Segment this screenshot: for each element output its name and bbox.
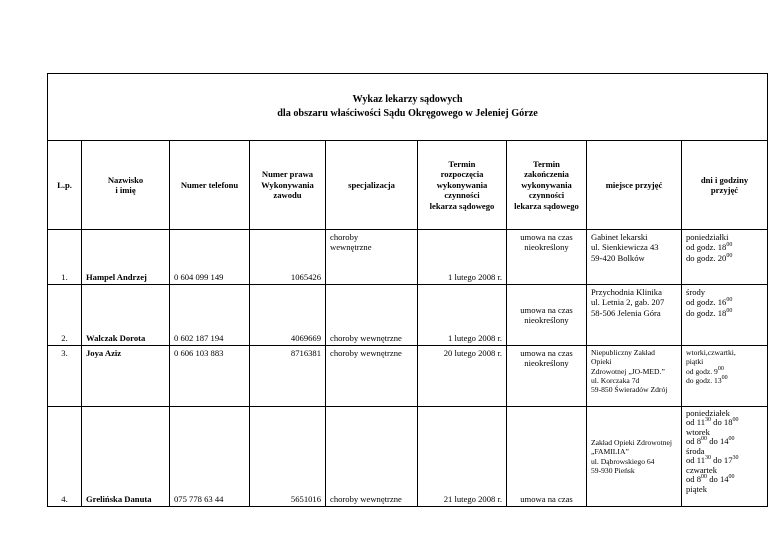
row-phone: 0 606 103 883 — [170, 346, 250, 407]
row-hours: wtorki,czwartki, piątki od godz. $9^{00}$ do godz. $13^{00}$ — [682, 346, 768, 407]
header-hours: dni i godziny przyjęć — [682, 141, 768, 230]
row-hours: środy od godz. $16^{00}$ do godz. $18^{00}$ — [682, 285, 768, 346]
header-place: miejsce przyjęć — [587, 141, 682, 230]
row-start-date: 20 lutego 2008 r. — [418, 346, 507, 407]
table-row — [48, 285, 768, 346]
table-row — [48, 346, 768, 407]
row-license: 4069669 — [250, 285, 326, 346]
row-place: Niepubliczny Zakład Opieki Zdrowotnej „JO-MED.” ul. Korczaka 7d 59-850 Świeradów Zdrój — [587, 346, 682, 407]
header-license: Numer prawa Wykonywania zawodu — [250, 141, 326, 230]
row-end-date: umowa na czas nieokreślony — [507, 346, 587, 407]
header-name: Nazwisko i imię — [82, 141, 170, 230]
header-row — [48, 141, 768, 230]
header-phone: Numer telefonu — [170, 141, 250, 230]
header-specialization: specjalizacja — [326, 141, 418, 230]
table-row — [48, 407, 768, 507]
header-lp: L.p. — [48, 141, 82, 230]
row-lp: 2. — [48, 285, 82, 346]
row-end-date: umowa na czas — [507, 407, 587, 507]
row-specialization: choroby wewnętrzne — [326, 407, 418, 507]
doctors-table — [47, 73, 768, 507]
row-phone: 0 604 099 149 — [170, 230, 250, 285]
row-license: 5651016 — [250, 407, 326, 507]
row-place: Przychodnia Klinika ul. Letnia 2, gab. 207 58-506 Jelenia Góra — [587, 285, 682, 346]
row-lp: 1. — [48, 230, 82, 285]
header-end-date: Termin zakończenia wykonywania czynności lekarza sądowego — [507, 141, 587, 230]
row-name: Joya Aziz — [82, 346, 170, 407]
document-title — [48, 74, 768, 141]
row-phone: 075 778 63 44 — [170, 407, 250, 507]
row-hours: poniedziałki od godz. $18^{00}$ do godz. $20^{00}$ — [682, 230, 768, 285]
row-name: Walczak Dorota — [82, 285, 170, 346]
row-start-date: 21 lutego 2008 r. — [418, 407, 507, 507]
row-place: Gabinet lekarski ul. Sienkiewicza 43 59-420 Bolków — [587, 230, 682, 285]
row-lp: 3. — [48, 346, 82, 407]
row-start-date: 1 lutego 2008 r. — [418, 285, 507, 346]
row-end-date: umowa na czas nieokreślony — [507, 285, 587, 346]
title-line-2: dla obszaru właściwości Sądu Okręgowego w Jeleniej Górze — [277, 108, 538, 119]
header-start-date: Termin rozpoczęcia wykonywania czynności lekarza sądowego — [418, 141, 507, 230]
title-line-1: Wykaz lekarzy sądowych — [352, 94, 463, 106]
row-place: Zakład Opieki Zdrowotnej „FAMILIA” ul. Dąbrowskiego 64 59-930 Pieńsk — [587, 407, 682, 507]
row-end-date: umowa na czas nieokreślony — [507, 230, 587, 285]
row-specialization: choroby wewnętrzne — [326, 285, 418, 346]
row-hours: poniedziałek od $11^{30}$ do $18^{00}$ wtorek od $8^{00}$ do $14^{00}$ środa od $11^{30}$ do $17^{30}$ czwartek od $8^{00}$ do $14^{00}$ piątek — [682, 407, 768, 507]
row-lp: 4. — [48, 407, 82, 507]
row-specialization: choroby wewnętrzne — [326, 230, 418, 285]
row-license: 1065426 — [250, 230, 326, 285]
row-name: Hampel Andrzej — [82, 230, 170, 285]
table-row — [48, 230, 768, 285]
row-license: 8716381 — [250, 346, 326, 407]
row-specialization: choroby wewnętrzne — [326, 346, 418, 407]
row-name: Grelińska Danuta — [82, 407, 170, 507]
row-start-date: 1 lutego 2008 r. — [418, 230, 507, 285]
row-phone: 0 602 187 194 — [170, 285, 250, 346]
